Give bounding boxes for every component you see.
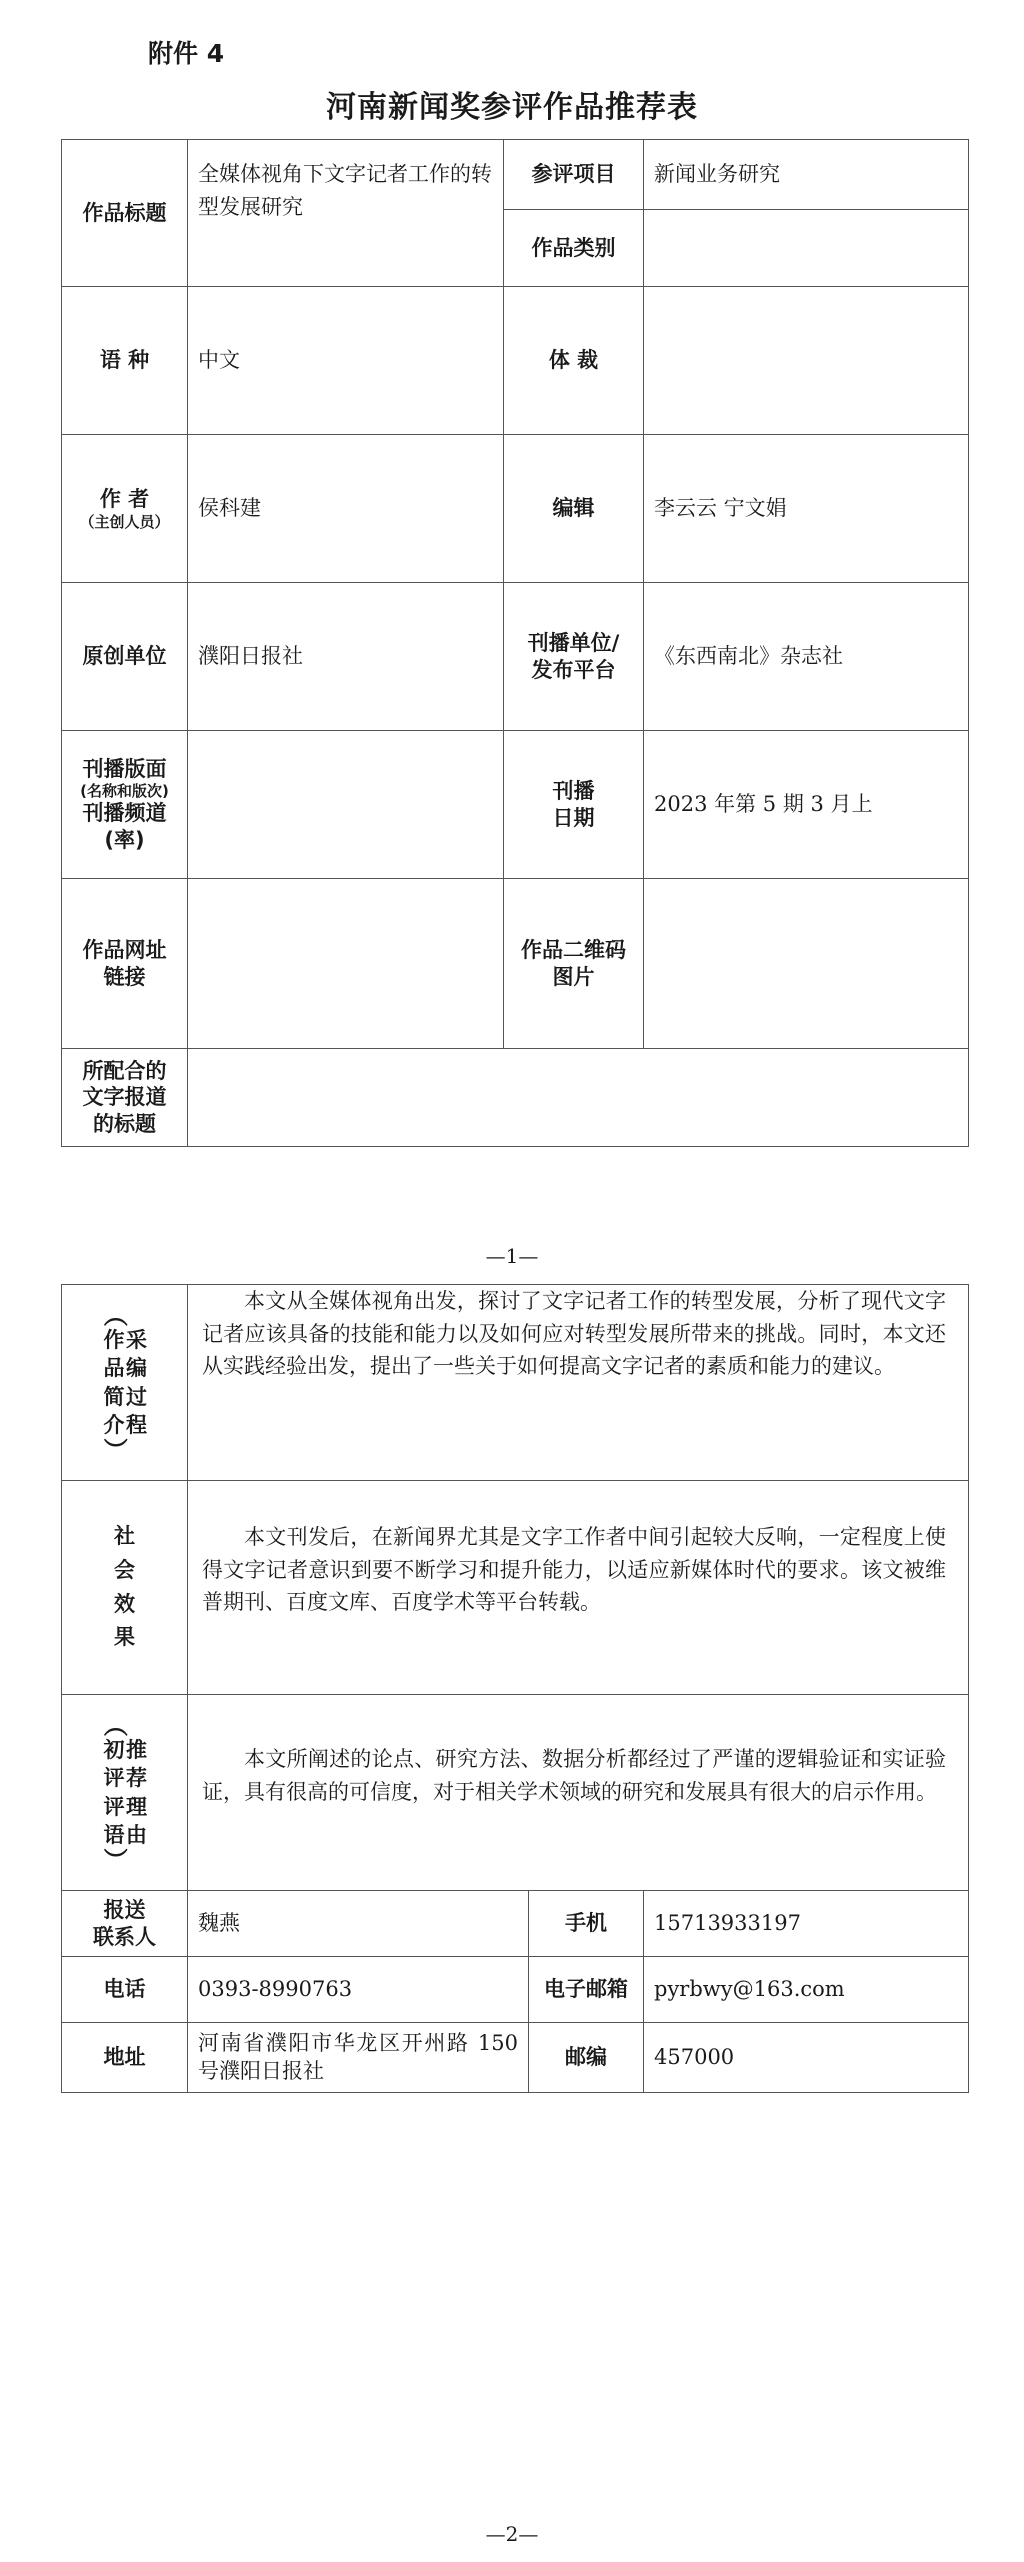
effect-char: 社: [114, 1524, 135, 1549]
related-label-line1: 所配合的: [82, 1059, 167, 1084]
review-char: 评: [103, 1766, 125, 1791]
editor-value: 李云云 宁文娟: [644, 435, 969, 583]
review-label-right: [126, 1736, 147, 1849]
origin-unit-value: 濮阳日报社: [188, 583, 504, 731]
contact-label-line1: 报送: [103, 1898, 146, 1923]
url-value: [188, 879, 504, 1049]
review-char: 语: [103, 1822, 125, 1847]
review-char: 理: [126, 1794, 147, 1819]
page-label: [62, 731, 188, 879]
work-title-value: 全媒体视角下文字记者工作的转型发展研究: [188, 140, 504, 287]
work-title-label: 作品标题: [62, 140, 188, 287]
publish-unit-label: [504, 583, 644, 731]
related-value: [188, 1049, 969, 1147]
editor-label: 编辑: [504, 435, 644, 583]
email-label: 电子邮箱: [529, 1957, 644, 2023]
mobile-label: 手机: [529, 1891, 644, 1957]
contact-label: [62, 1891, 188, 1957]
review-char: ）: [100, 1847, 129, 1872]
author-value: 侯科建: [188, 435, 504, 583]
intro-text: 本文从全媒体视角出发，探讨了文字记者工作的转型发展，分析了现代文字记者应该具备的技能和能力以及如何应对转型发展所带来的挑战。同时，本文还从实践经验出发，提出了一些关于如何提高文字记者的素质和能力的建议。: [188, 1285, 969, 1481]
url-label: [62, 879, 188, 1049]
page-label-sub: (名称和版次): [80, 782, 169, 801]
review-text: 本文所阐述的论点、研究方法、数据分析都经过了严谨的逻辑验证和实证验证，具有很高的可信度，对于相关学术领域的研究和发展具有很大的启示作用。: [188, 1695, 969, 1891]
review-char: 荐: [126, 1766, 147, 1791]
intro-char: 采: [126, 1327, 147, 1352]
attachment-label: 附件 4: [148, 39, 225, 68]
intro-char: 过: [126, 1384, 147, 1409]
review-label-left: [100, 1713, 129, 1872]
publish-unit-value: 《东西南北》杂志社: [644, 583, 969, 731]
intro-char: 程: [126, 1412, 147, 1437]
review-char: 由: [126, 1822, 147, 1847]
qr-label-line2: 图片: [552, 964, 595, 989]
page-label-line1: 刊播版面: [82, 757, 167, 782]
publish-unit-label-line1: 刊播单位/: [527, 631, 620, 656]
contact-value: 魏燕: [188, 1891, 529, 1957]
date-value: 2023 年第 5 期 3 月上: [644, 731, 969, 879]
address-label: 地址: [62, 2023, 188, 2093]
intro-char: 介: [103, 1412, 125, 1437]
intro-char: ）: [100, 1437, 129, 1462]
effect-label: [62, 1481, 188, 1695]
page-number-1: —1—: [485, 1244, 539, 1268]
qr-label-line1: 作品二维码: [521, 938, 626, 963]
intro-char: （: [100, 1303, 129, 1328]
entry-item-label: 参评项目: [504, 140, 644, 210]
review-char: 初: [103, 1737, 125, 1762]
url-label-line1: 作品网址: [82, 938, 167, 963]
page-number-2: —2—: [485, 2522, 539, 2546]
date-label-line1: 刊播: [552, 779, 595, 804]
intro-char: 编: [126, 1356, 147, 1381]
phone-label: 电话: [62, 1957, 188, 2023]
contact-label-line2: 联系人: [93, 1924, 156, 1949]
intro-char: 作: [103, 1327, 125, 1352]
effect-char: 效: [114, 1591, 135, 1616]
category-label: 作品类别: [504, 210, 644, 287]
intro-label-right: [126, 1326, 147, 1439]
review-char: 推: [126, 1737, 147, 1762]
entry-item-value: 新闻业务研究: [644, 140, 969, 210]
url-label-line2: 链接: [103, 964, 146, 989]
qr-label: [504, 879, 644, 1049]
review-char: （: [100, 1713, 129, 1738]
intro-label-left: [100, 1303, 129, 1462]
publish-unit-label-line2: 发布平台: [531, 657, 616, 682]
effect-text: 本文刊发后，在新闻界尤其是文字工作者中间引起较大反响，一定程度上使得文字记者意识到要不断学习和提升能力，以适应新媒体时代的要求。该文被维普期刊、百度文库、百度学术等平台转载。: [188, 1481, 969, 1695]
review-char: 评: [103, 1794, 125, 1819]
intro-char: 简: [103, 1384, 125, 1409]
related-label-line2: 文字报道: [82, 1085, 167, 1110]
effect-char: 果: [114, 1625, 135, 1650]
category-value: [644, 210, 969, 287]
page-label-line3: (率): [104, 827, 145, 852]
address-value: 河南省濮阳市华龙区开州路 150 号濮阳日报社: [188, 2023, 529, 2093]
recommendation-table: [61, 139, 969, 1147]
page-label-line2: 刊播频道: [82, 801, 167, 826]
page-value: [188, 731, 504, 879]
phone-value: 0393-8990763: [188, 1957, 529, 2023]
page-title: 河南新闻奖参评作品推荐表: [326, 90, 698, 125]
related-label: [62, 1049, 188, 1147]
review-table: [61, 1284, 969, 2093]
intro-label: [62, 1285, 188, 1481]
author-sublabel: （主创人员）: [79, 512, 170, 531]
effect-char: 会: [114, 1557, 135, 1582]
intro-char: 品: [103, 1356, 125, 1381]
language-label: 语 种: [62, 287, 188, 435]
language-value: 中文: [188, 287, 504, 435]
author-label-main: 作 者: [99, 487, 150, 512]
postcode-value: 457000: [644, 2023, 969, 2093]
qr-value: [644, 879, 969, 1049]
postcode-label: 邮编: [529, 2023, 644, 2093]
email-value: pyrbwy@163.com: [644, 1957, 969, 2023]
genre-label: 体 裁: [504, 287, 644, 435]
related-label-line3: 的标题: [93, 1111, 156, 1136]
genre-value: [644, 287, 969, 435]
date-label: [504, 731, 644, 879]
origin-unit-label: 原创单位: [62, 583, 188, 731]
author-label: [62, 435, 188, 583]
review-label: [62, 1695, 188, 1891]
mobile-value: 15713933197: [644, 1891, 969, 1957]
date-label-line2: 日期: [552, 805, 595, 830]
